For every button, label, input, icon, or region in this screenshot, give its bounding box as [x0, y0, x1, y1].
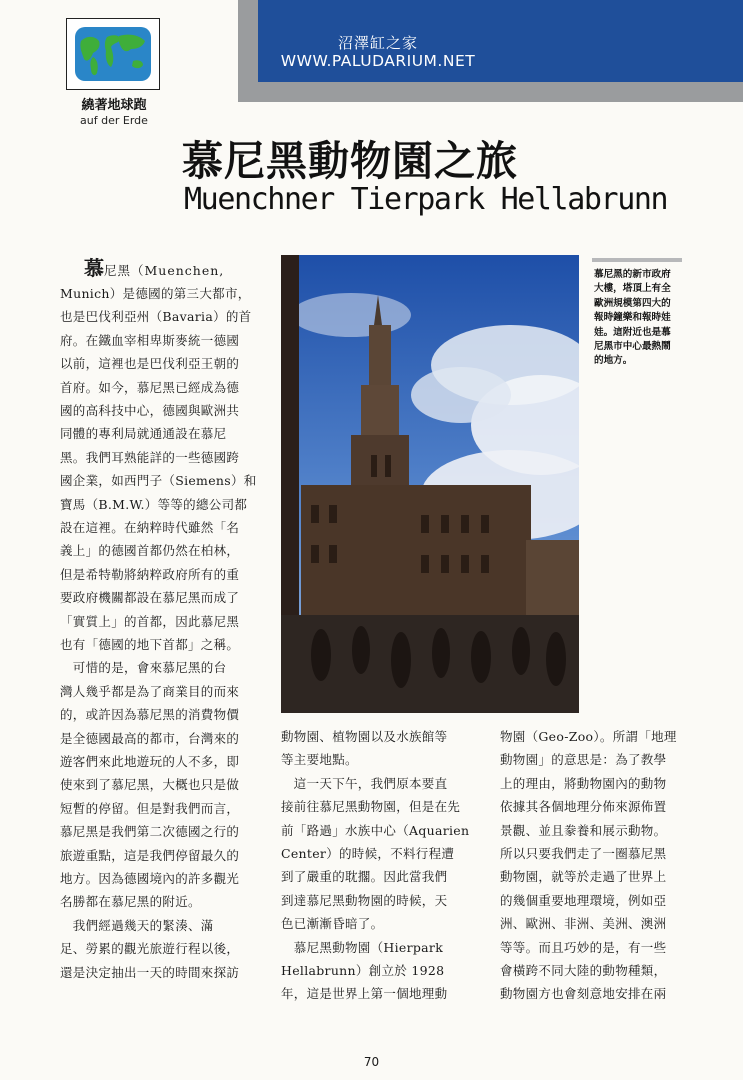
caption-line: 尼黑市中心最熱鬧: [594, 341, 671, 353]
text-line: 這一天下午，我們原本要直: [281, 775, 448, 791]
text-line: 景觀、並且豢養和展示動物。: [500, 822, 667, 838]
text-line: 慕尼黑動物園（Hierpark: [281, 939, 444, 955]
text-line: 動物園，就等於走過了世界上: [500, 869, 667, 885]
text-line: 到達慕尼黑動物園的時候，天: [281, 892, 448, 908]
caption-line: 的地方。: [594, 355, 633, 367]
text-line: 灣人幾乎都是為了商業目的而來: [60, 683, 240, 699]
text-line: 旅遊重點，這是我們停留最久的: [60, 847, 240, 863]
text-line: 短暫的停留。但是對我們而言，: [60, 800, 240, 816]
caption-line: 歐洲規模第四大的: [594, 297, 671, 309]
caption-line: 娃。這附近也是慕: [594, 326, 671, 338]
text-line: Munich）是德國的第三大都市，: [60, 286, 251, 301]
photo-new-town-hall: [281, 255, 579, 713]
column-label: 繞著地球跑: [81, 98, 147, 113]
text-line: 要政府機關都設在慕尼黑而成了: [60, 590, 240, 606]
page-number: 70: [363, 1055, 380, 1069]
text-line: 可惜的是，會來慕尼黑的台: [60, 660, 227, 676]
text-line: 地方。因為德國境內的許多觀光: [60, 871, 240, 886]
text-line: 國的高科技中心，德國與歐洲共: [60, 403, 240, 418]
column-logo: [66, 18, 160, 90]
photo-caption: [594, 268, 686, 369]
text-line: 首府。如今，慕尼黑已經成為德: [60, 379, 240, 395]
text-line: 府。在鐵血宰相卑斯麥統一德國: [60, 332, 240, 348]
text-line: 國企業，如西門子（Siemens）和: [60, 473, 257, 489]
text-line: 寶馬（B.M.W.）等等的總公司都: [60, 496, 248, 512]
text-line: 動物園、植物園以及水族館等: [281, 729, 448, 744]
text-line: 「實質上」的首都，因此慕尼黑: [60, 613, 240, 629]
text-line: 名勝都在慕尼黑的附近。: [60, 894, 201, 910]
text-line: 設在這裡。在納粹時代雖然「名: [60, 520, 240, 535]
text-line: 色已漸漸昏暗了。: [281, 916, 384, 932]
text-line: Center）的時候，不料行程遭: [281, 846, 455, 861]
text-line: 到了嚴重的耽擱。因此當我們: [281, 869, 448, 885]
text-line: 動物園」的意思是：為了教學: [500, 752, 667, 768]
text-line: 遊客們來此地遊玩的人不多，即: [60, 754, 240, 769]
caption-line: 大樓，塔頂上有全: [594, 283, 671, 295]
article-title-chinese: 慕尼黑動物園之旅: [182, 137, 518, 185]
text-line: 以前，這裡也是巴伐利亞王朝的: [60, 356, 240, 372]
text-line: 年，這是世界上第一個地理動: [281, 986, 448, 1002]
text-line: 黑。我們耳熟能詳的一些德國跨: [60, 449, 240, 465]
article-title-german: Muenchner Tierpark Hellabrunn: [184, 182, 668, 217]
text-line: 的幾個重要地理環境，例如亞: [500, 892, 667, 908]
site-name: 沼澤缸之家: [337, 34, 418, 52]
text-line: 也有「德國的地下首都」之稱。: [60, 637, 240, 652]
text-line: 我們經過幾天的緊湊、滿: [60, 917, 214, 933]
caption-line: 報時鐘樂和報時娃: [594, 312, 671, 324]
text-line: 的，或許因為慕尼黑的消費物價: [60, 707, 240, 723]
text-line: 但是希特勒將納粹政府所有的重: [60, 566, 240, 582]
text-line: 接前往慕尼黑動物園，但是在先: [281, 799, 461, 815]
text-line: 也是巴伐利亞州（Bavaria）的首: [60, 309, 252, 325]
text-line: 是全德國最高的都市，台灣來的: [60, 730, 240, 746]
text-line: 同體的專利局就通通設在慕尼: [60, 426, 227, 442]
text-line: 慕尼黑是我們第二次德國之行的: [60, 824, 240, 840]
text-line: 前「路過」水族中心（Aquarien: [281, 822, 470, 838]
caption-bar: [592, 258, 682, 262]
text-line: 等主要地點。: [281, 752, 358, 768]
text-line: 洲、歐洲、非洲、美洲、澳洲: [500, 916, 667, 932]
text-line: 還是決定抽出一天的時間來探訪: [60, 964, 240, 980]
site-url: WWW.PALUDARIUM.NET: [280, 52, 476, 70]
text-line: 物園（Geo-Zoo）。所謂「地理: [500, 729, 677, 744]
text-line: 會橫跨不同大陸的動物種類，: [500, 963, 667, 978]
text-line: 所以只要我們走了一圈慕尼黑: [500, 846, 667, 861]
text-line: Hellabrunn）創立於 1928: [281, 963, 445, 978]
col1-first-text: 尼黑（Muenchen,: [104, 263, 225, 278]
text-line: 動物園方也會刻意地安排在兩: [500, 986, 667, 1002]
column-sub-label: auf der Erde: [80, 114, 148, 127]
text-line: 等等。而且巧妙的是，有一些: [500, 939, 667, 955]
text-line: 依據其各個地理分佈來源佈置: [500, 799, 667, 815]
dropcap: 慕: [84, 256, 104, 280]
text-line: 上的理由，將動物園內的動物: [500, 775, 667, 791]
text-line: 足、勞累的觀光旅遊行程以後，: [60, 941, 240, 957]
caption-line: 慕尼黑的新市政府: [594, 269, 671, 280]
text-line: 義上」的德國首都仍然在柏林，: [60, 543, 240, 559]
world-map-icon: [75, 27, 151, 81]
col1-first-line: [84, 257, 224, 282]
text-line: 使來到了慕尼黑，大概也只是做: [60, 777, 240, 793]
